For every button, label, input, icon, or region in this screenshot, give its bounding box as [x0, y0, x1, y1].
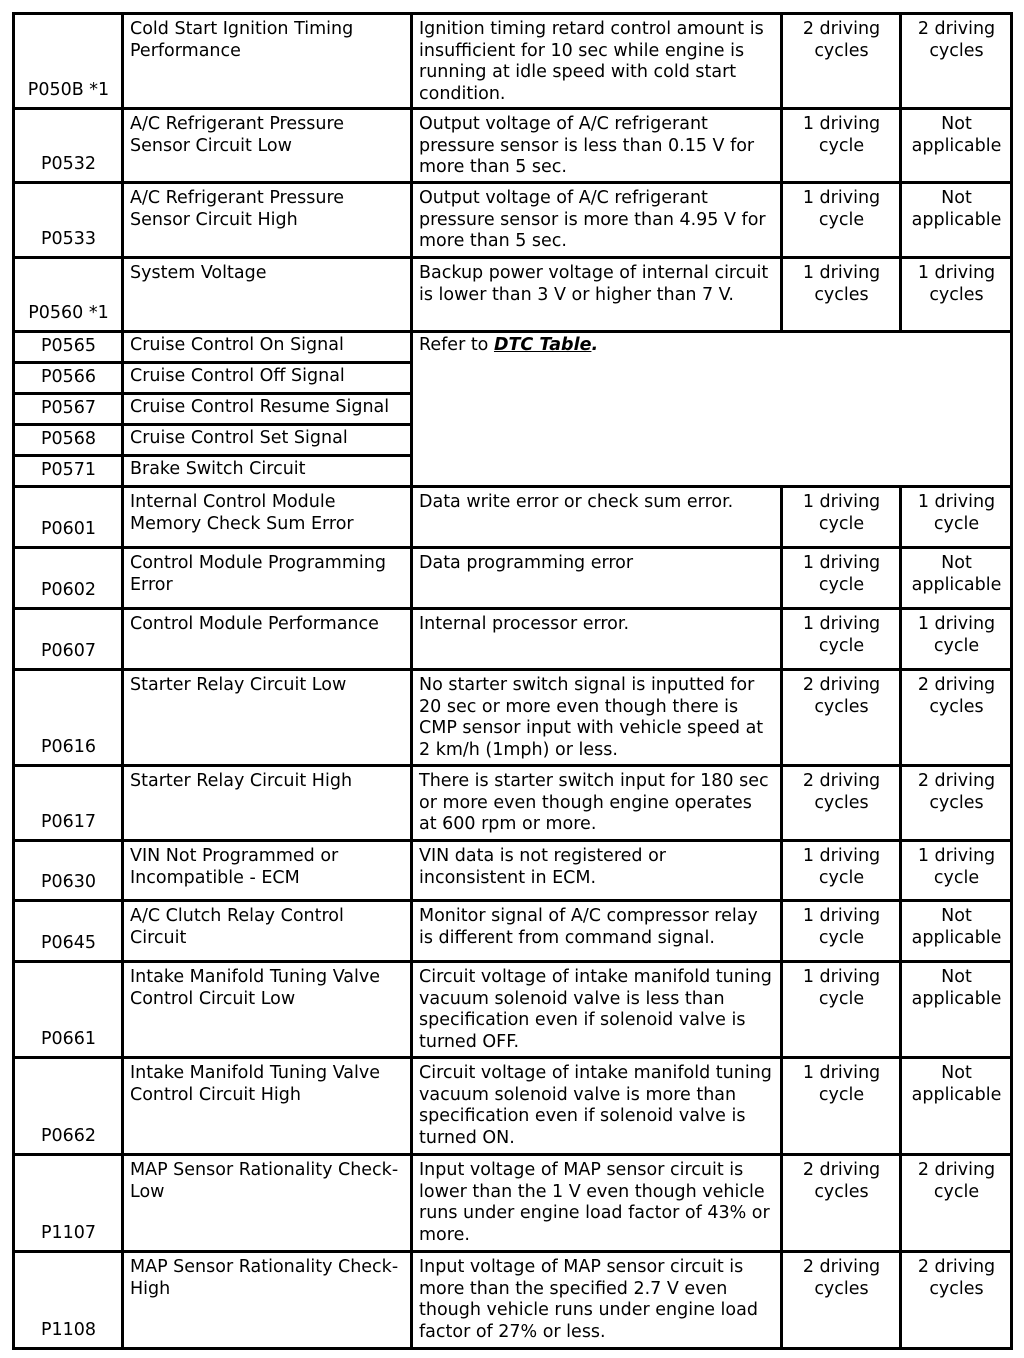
dtc-code: P0607 [14, 609, 123, 670]
dtc-condition: Circuit voltage of intake manifold tuning vacuum solenoid valve is more than specification even if solenoid valve is turned ON. [412, 1058, 782, 1155]
dtc-code: P0601 [14, 487, 123, 548]
dtc-name: Intake Manifold Tuning Valve Control Circuit High [123, 1058, 412, 1155]
dtc-condition: Monitor signal of A/C compressor relay is different from command signal. [412, 901, 782, 962]
dtc-condition: Input voltage of MAP sensor circuit is more than the specified 2.7 V even though vehicle runs under engine load factor of 27% or less. [412, 1252, 782, 1349]
dtc-code: P0645 [14, 901, 123, 962]
dtc-name: A/C Refrigerant Pressure Sensor Circuit Low [123, 109, 412, 183]
dtc-name: Control Module Performance [123, 609, 412, 670]
mil-off-cycles: Not applicable [901, 1058, 1012, 1155]
dtc-name: Starter Relay Circuit Low [123, 670, 412, 766]
dtc-condition: Data programming error [412, 548, 782, 609]
mil-off-cycles: 2 driving cycle [901, 1155, 1012, 1252]
dtc-name: Internal Control Module Memory Check Sum Error [123, 487, 412, 548]
mil-on-cycles: 1 driving cycle [782, 109, 901, 183]
mil-off-cycles: 1 driving cycles [901, 258, 1012, 332]
dtc-code: P0616 [14, 670, 123, 766]
table-row [14, 841, 1012, 901]
mil-on-cycles: 1 driving cycle [782, 548, 901, 609]
mil-on-cycles: 2 driving cycles [782, 670, 901, 766]
table-row [14, 487, 1012, 548]
reference-suffix: . [591, 335, 599, 355]
table-row [14, 1058, 1012, 1155]
dtc-code: P0630 [14, 841, 123, 901]
mil-on-cycles: 2 driving cycles [782, 1252, 901, 1349]
dtc-condition: There is starter switch input for 180 sec or more even though engine operates at 600 rpm or more. [412, 766, 782, 841]
dtc-table-link[interactable]: DTC Table [493, 335, 592, 355]
dtc-reference-cell [412, 332, 1012, 487]
mil-on-cycles: 1 driving cycles [782, 258, 901, 332]
mil-off-cycles: Not applicable [901, 962, 1012, 1058]
dtc-condition: Circuit voltage of intake manifold tuning vacuum solenoid valve is less than specification even if solenoid valve is turned OFF. [412, 962, 782, 1058]
dtc-code: P0565 [14, 332, 123, 363]
dtc-name: Cold Start Ignition Timing Performance [123, 14, 412, 109]
table-row [14, 962, 1012, 1058]
dtc-condition: Internal processor error. [412, 609, 782, 670]
mil-on-cycles: 1 driving cycle [782, 487, 901, 548]
dtc-code: P0560 *1 [14, 258, 123, 332]
dtc-code: P0617 [14, 766, 123, 841]
mil-off-cycles: 2 driving cycles [901, 1252, 1012, 1349]
table-row [14, 109, 1012, 183]
mil-off-cycles: 1 driving cycle [901, 609, 1012, 670]
reference-prefix: Refer to [419, 335, 494, 355]
dtc-table [12, 12, 1013, 1350]
mil-off-cycles: Not applicable [901, 183, 1012, 258]
dtc-name: A/C Clutch Relay Control Circuit [123, 901, 412, 962]
mil-on-cycles: 1 driving cycle [782, 183, 901, 258]
table-row [14, 609, 1012, 670]
dtc-condition: Output voltage of A/C refrigerant pressure sensor is more than 4.95 V for more than 5 sec. [412, 183, 782, 258]
dtc-name: MAP Sensor Rationality Check-Low [123, 1155, 412, 1252]
dtc-code: P0661 [14, 962, 123, 1058]
dtc-condition: Ignition timing retard control amount is insufficient for 10 sec while engine is running at idle speed with cold start condition. [412, 14, 782, 109]
dtc-name: Control Module Programming Error [123, 548, 412, 609]
dtc-name: Starter Relay Circuit High [123, 766, 412, 841]
mil-off-cycles: Not applicable [901, 548, 1012, 609]
dtc-name: Cruise Control Set Signal [123, 425, 412, 456]
dtc-code: P050B *1 [14, 14, 123, 109]
mil-off-cycles: 2 driving cycles [901, 14, 1012, 109]
mil-on-cycles: 1 driving cycle [782, 609, 901, 670]
dtc-name: MAP Sensor Rationality Check-High [123, 1252, 412, 1349]
table-row [14, 548, 1012, 609]
dtc-code: P0602 [14, 548, 123, 609]
dtc-name: Cruise Control Off Signal [123, 363, 412, 394]
mil-on-cycles: 2 driving cycles [782, 766, 901, 841]
dtc-code: P1108 [14, 1252, 123, 1349]
dtc-code: P0568 [14, 425, 123, 456]
dtc-code: P0571 [14, 456, 123, 487]
dtc-condition: VIN data is not registered or inconsistent in ECM. [412, 841, 782, 901]
mil-on-cycles: 2 driving cycles [782, 14, 901, 109]
dtc-name: A/C Refrigerant Pressure Sensor Circuit High [123, 183, 412, 258]
dtc-condition: Output voltage of A/C refrigerant pressure sensor is less than 0.15 V for more than 5 sec. [412, 109, 782, 183]
dtc-code: P0532 [14, 109, 123, 183]
mil-off-cycles: Not applicable [901, 109, 1012, 183]
mil-on-cycles: 1 driving cycle [782, 901, 901, 962]
dtc-name: Intake Manifold Tuning Valve Control Circuit Low [123, 962, 412, 1058]
mil-off-cycles: 2 driving cycles [901, 766, 1012, 841]
dtc-condition: Backup power voltage of internal circuit is lower than 3 V or higher than 7 V. [412, 258, 782, 332]
mil-on-cycles: 1 driving cycle [782, 1058, 901, 1155]
table-row [14, 1252, 1012, 1349]
dtc-name: VIN Not Programmed or Incompatible - ECM [123, 841, 412, 901]
table-row [14, 183, 1012, 258]
dtc-code: P0567 [14, 394, 123, 425]
dtc-code: P0533 [14, 183, 123, 258]
dtc-name: Cruise Control Resume Signal [123, 394, 412, 425]
mil-off-cycles: Not applicable [901, 901, 1012, 962]
dtc-code: P0662 [14, 1058, 123, 1155]
mil-off-cycles: 1 driving cycle [901, 841, 1012, 901]
mil-off-cycles: 2 driving cycles [901, 670, 1012, 766]
table-row [14, 766, 1012, 841]
dtc-name: Cruise Control On Signal [123, 332, 412, 363]
dtc-condition: No starter switch signal is inputted for 20 sec or more even though there is CMP sensor input with vehicle speed at 2 km/h (1mph) or less. [412, 670, 782, 766]
table-row [14, 670, 1012, 766]
dtc-condition: Input voltage of MAP sensor circuit is lower than the 1 V even though vehicle runs under engine load factor of 43% or more. [412, 1155, 782, 1252]
mil-on-cycles: 1 driving cycle [782, 962, 901, 1058]
mil-off-cycles: 1 driving cycle [901, 487, 1012, 548]
dtc-name: System Voltage [123, 258, 412, 332]
dtc-name: Brake Switch Circuit [123, 456, 412, 487]
table-row [14, 1155, 1012, 1252]
table-row [14, 332, 1012, 363]
dtc-condition: Data write error or check sum error. [412, 487, 782, 548]
mil-on-cycles: 2 driving cycles [782, 1155, 901, 1252]
dtc-code: P0566 [14, 363, 123, 394]
dtc-code: P1107 [14, 1155, 123, 1252]
table-row [14, 901, 1012, 962]
mil-on-cycles: 1 driving cycle [782, 841, 901, 901]
table-row [14, 258, 1012, 332]
table-row [14, 14, 1012, 109]
